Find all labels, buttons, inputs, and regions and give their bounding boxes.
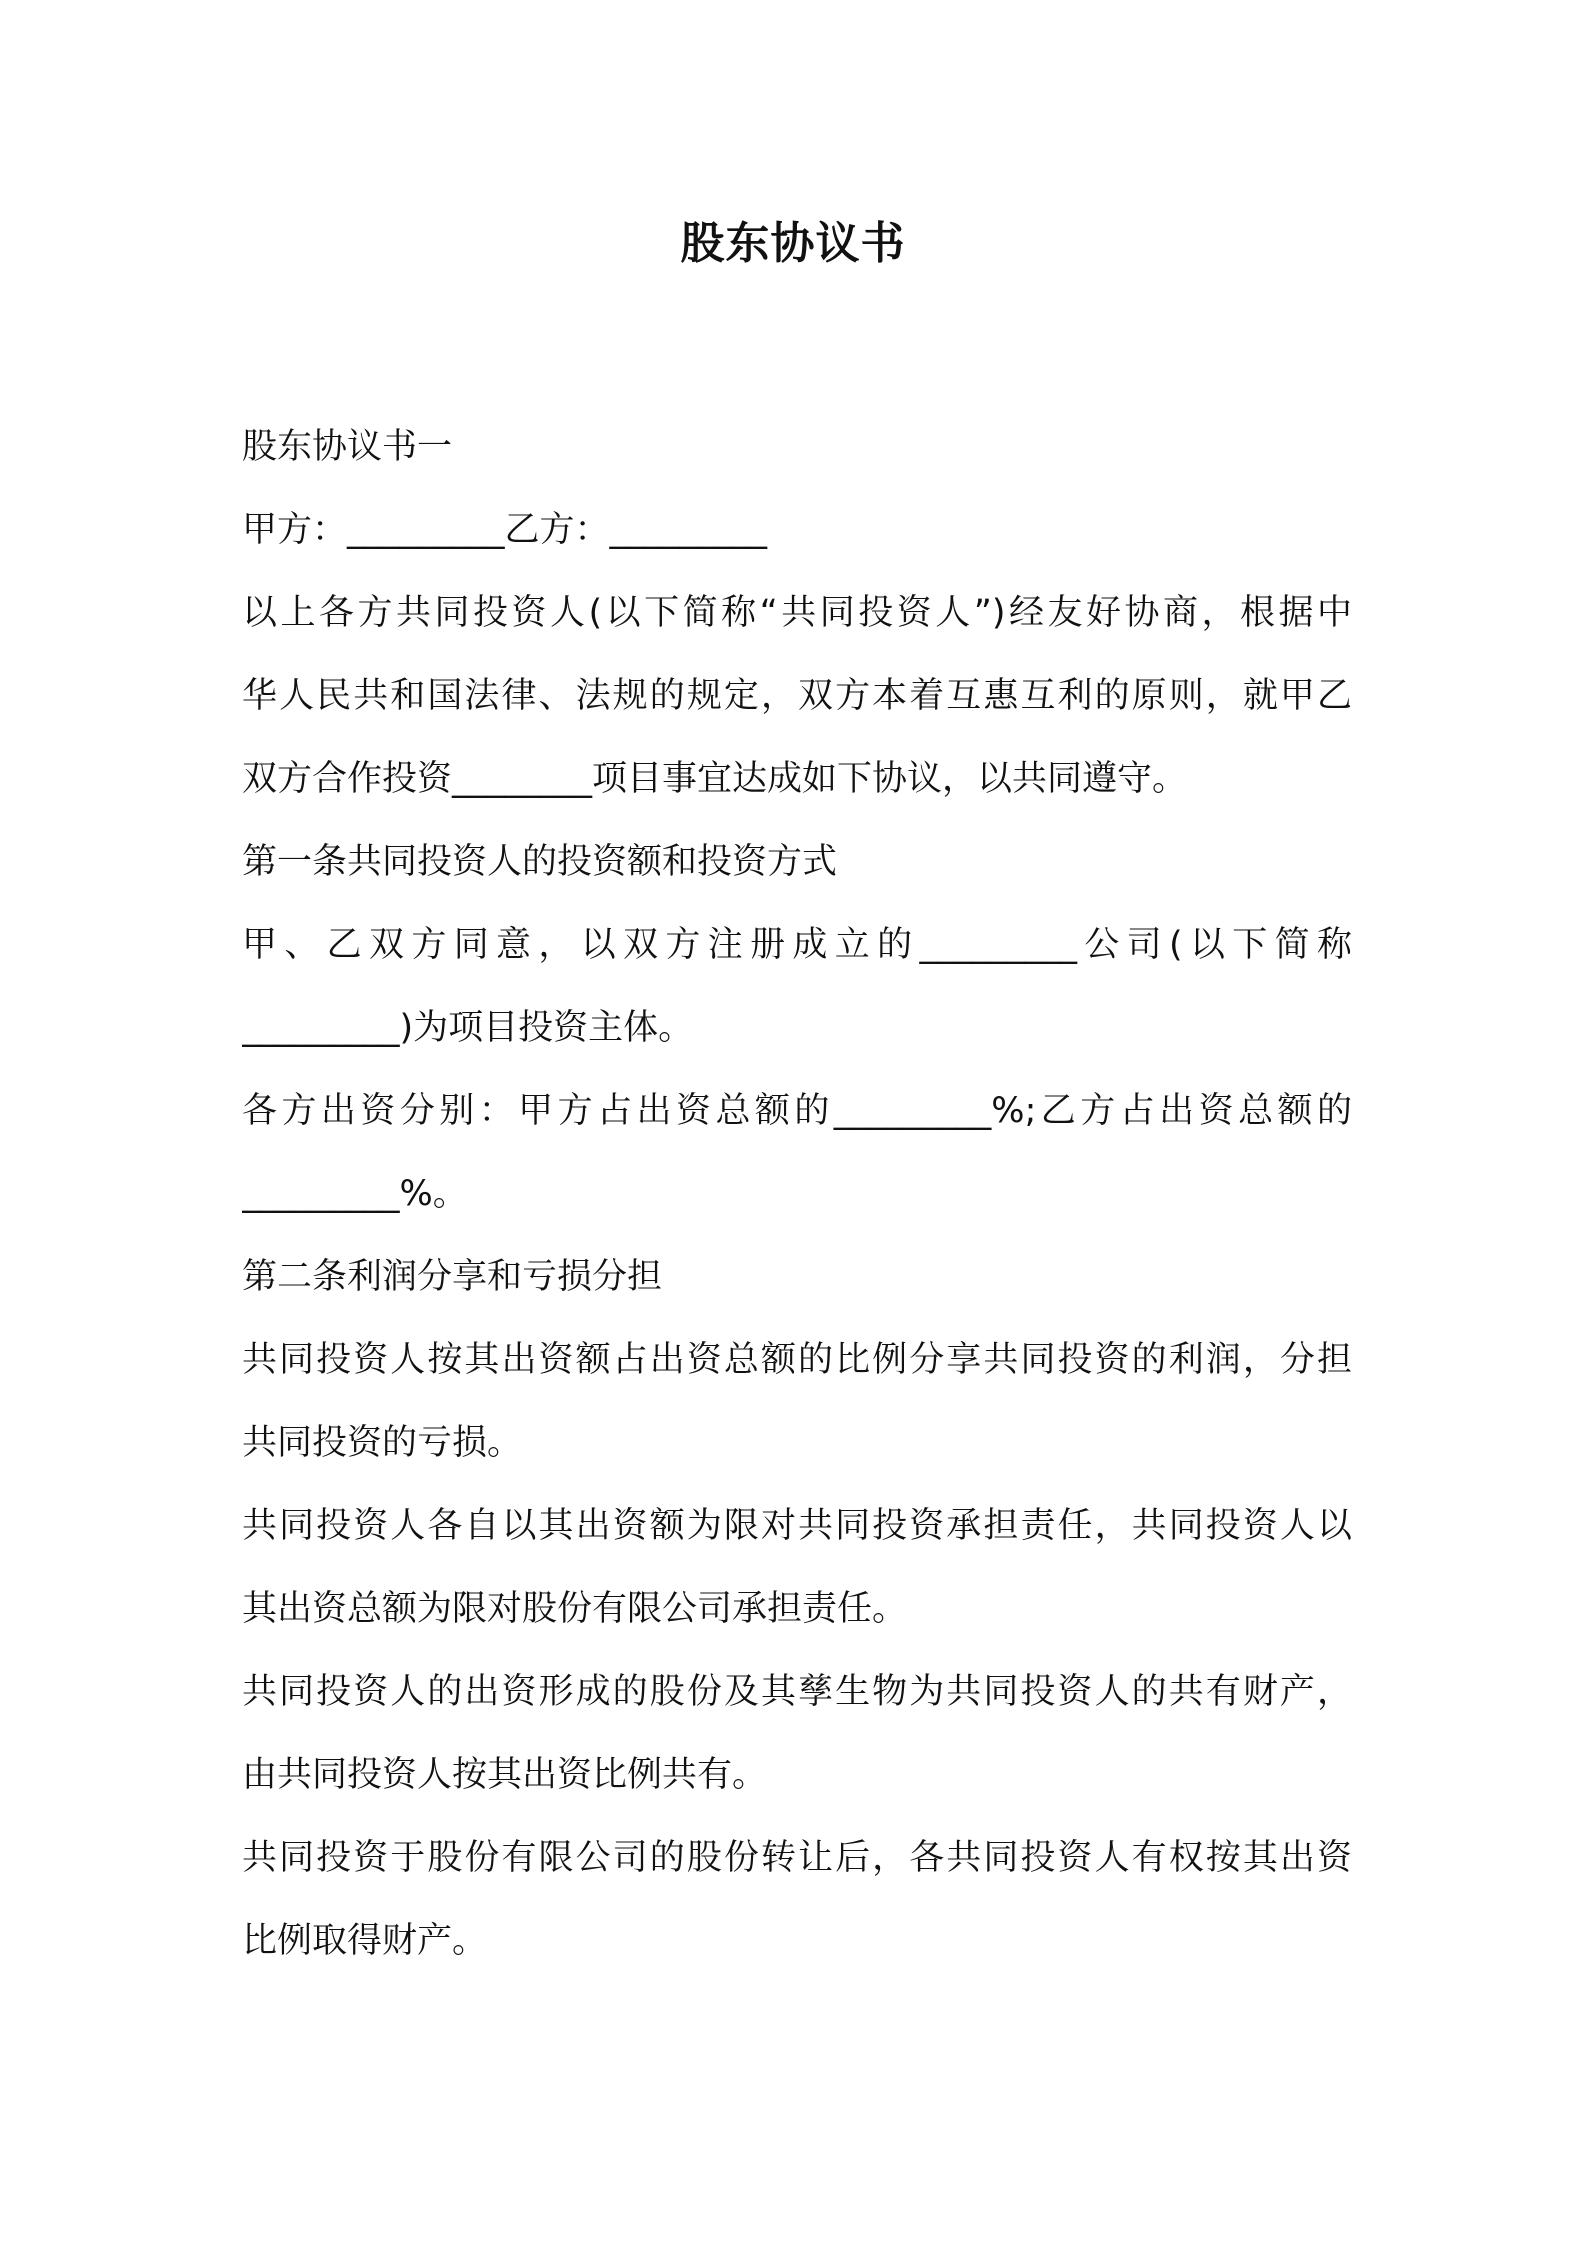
- document-title: 股东协议书: [680, 218, 906, 269]
- paragraph-line: 共同投资人按其出资额占出资总额的比例分享共同投资的利润，分担: [242, 1340, 1352, 1380]
- document-body: [242, 406, 1352, 1983]
- paragraph-line: 共同投资于股份有限公司的股份转让后，各共同投资人有权按其出资: [242, 1838, 1352, 1878]
- paragraph-line: 共同投资的亏损。: [242, 1423, 523, 1463]
- paragraph-line: 比例取得财产。: [242, 1921, 488, 1961]
- article-heading: 第一条共同投资人的投资额和投资方式: [242, 842, 838, 882]
- paragraph-line: 以上各方共同投资人(以下简称“共同投资人”)经友好协商，根据中: [242, 593, 1352, 633]
- parties-line: 甲方：_________乙方：_________: [242, 510, 768, 550]
- paragraph-line: _________)为项目投资主体。: [242, 1008, 694, 1048]
- paragraph-line: 由共同投资人按其出资比例共有。: [242, 1755, 768, 1795]
- paragraph-line: 其出资总额为限对股份有限公司承担责任。: [242, 1589, 908, 1629]
- article-heading: 第二条利润分享和亏损分担: [242, 1257, 663, 1297]
- paragraph-line: 华人民共和国法律、法规的规定，双方本着互惠互利的原则，就甲乙: [242, 676, 1352, 716]
- paragraph-line: 共同投资人的出资形成的股份及其孳生物为共同投资人的共有财产，: [242, 1672, 1352, 1712]
- paragraph-line: 双方合作投资________项目事宜达成如下协议，以共同遵守。: [242, 759, 1188, 799]
- paragraph-line: _________%。: [242, 1174, 468, 1214]
- paragraph-line: 共同投资人各自以其出资额为限对共同投资承担责任，共同投资人以: [242, 1506, 1352, 1546]
- paragraph-line: 各方出资分别：甲方占出资总额的_________%;乙方占出资总额的: [242, 1091, 1352, 1131]
- paragraph-line: 甲、乙双方同意，以双方注册成立的_________公司(以下简称: [242, 925, 1352, 965]
- section-heading-agreement-one: 股东协议书一: [242, 427, 453, 467]
